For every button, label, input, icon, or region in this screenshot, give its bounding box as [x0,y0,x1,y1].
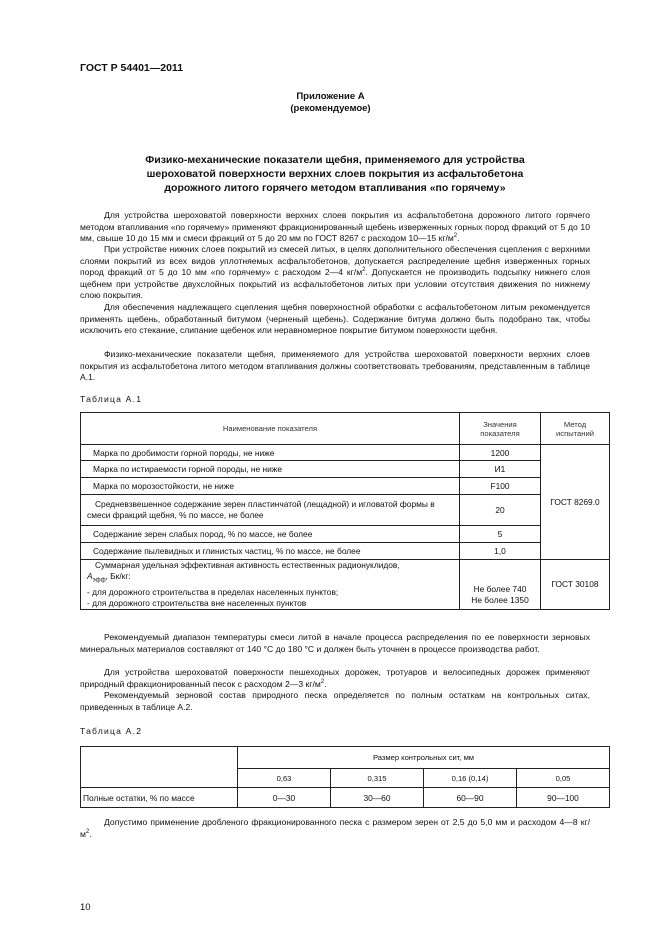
row-value: F100 [460,478,541,495]
paragraph-2: При устройстве нижних слоев покрытий из смесей литых, в целях дополнительного обеспечения сцепления с верхними слоями покрытий из всех видов уплотняемых асфальтобетонов, допускается распределение щебня изверженных горных пород фракций от 5 до 10 мм «по горячему» с расходом 2—4 $кг/м^2$. Допускается не производить подсыпку нижнего слоя щебнем при устройстве двухслойных покрытий из асфальтобетонов литых при условии отсутствия движения по нижнему слою покрытия. [80,244,590,301]
paragraph-1: Для устройства шероховатой поверхности верхних слоев покрытия из асфальтобетона дорожного литого горячего методом втапливания «по горячему» применяют фракционированный щебень изверженных горных пород фракций от 5 до 10 мм, свыше 10 до 15 мм и смеси фракций от 5 до 20 мм по ГОСТ 8267 с расходом 10—15 $кг/м^2$. [80,210,590,244]
row-value: И1 [460,461,541,478]
residue-value: 0—30 [238,788,331,808]
title-line-1: Физико-механические показатели щебня, применяемого для устройства [145,154,525,166]
paragraph-8: Допустимо применение дробленого фракционированного песка с размером зерен от 2,5 до 5,0 мм и расходом 4—8 $кг/м^2$. [80,817,590,839]
row-name: Содержание зерен слабых пород, % по массе, не более [81,526,460,543]
method-gost-8269: ГОСТ 8269.0 [541,445,610,560]
row-label: Полные остатки, % по массе [81,788,238,808]
paragraph-3: Для обеспечения надлежащего сцепления щебня поверхностной обработки с асфальтобетоном литым рекомендуется применять щебень, обработанный битумом (черненый щебень). Содержание битума должно быть подобрано так, чтобы исключить его стекание, слипание щебенок или неравномерное покрытие битумом поверхности щебня. [80,302,590,336]
document-code: ГОСТ Р 54401—2011 [80,62,184,74]
row-name: Содержание пылевидных и глинистых частиц, % по массе, не более [81,543,460,560]
row-value: 1200 [460,445,541,461]
header-name: Наименование показателя [81,413,460,445]
paragraph-7: Рекомендуемый зерновой состав природного песка определяется по полным остаткам на контрольных ситах, приведенных в таблице А.2. [80,690,590,712]
row-name: Средневзвешенное содержание зерен пластинчатой (лещадной) и игловатой формы в смеси фракций щебня, % по массе, не более [81,495,460,526]
row-value: 20 [460,495,541,526]
section-title [80,153,590,195]
row-label-header [81,747,238,788]
residue-value: 30—60 [331,788,424,808]
page-number: 10 [80,902,91,913]
paragraph-6: Для устройства шероховатой поверхности пешеходных дорожек, тротуаров и велосипедных дорожек применяют природный фракционированный песок с расходом 2—3 $кг/м^2$. [80,667,590,689]
residue-value: 60—90 [424,788,517,808]
residue-value: 90—100 [517,788,610,808]
table-1-caption: Таблица А.1 [80,394,143,404]
header-value: Значения показателя [460,413,541,445]
table-2-caption: Таблица А.2 [80,726,143,736]
title-line-3: дорожного литого горячего методом втапливания «по горячему» [164,182,506,194]
paragraph-4: Физико-механические показатели щебня, применяемого для устройства шероховатой поверхности верхних слоев покрытия из асфальтобетона литого методом втапливания должны соответствовать требованиям, представленным в таблице А.1. [80,349,590,383]
row-name: Марка по дробимости горной породы, не ниже [81,445,460,461]
appendix-label: Приложение А [296,91,365,102]
row-name: Марка по истираемости горной породы, не ниже [81,461,460,478]
sieve-size: 0,315 [331,769,424,788]
sieve-size-header: Размер контрольных сит, мм [238,747,610,769]
method-gost-30108: ГОСТ 30108 [541,560,610,610]
row-name: Марка по морозостойкости, не ниже [81,478,460,495]
table-1 [80,412,610,610]
sieve-size: 0,05 [517,769,610,788]
title-line-2: шероховатой поверхности верхних слоев покрытия из асфальтобетона [146,168,524,180]
table-2 [80,746,610,808]
row-value: Не более 740 Не более 1350 [460,560,541,610]
sieve-size: 0,16 (0,14) [424,769,517,788]
header-method: Метод испытаний [541,413,610,445]
row-radionuclides: Суммарная удельная эффективная активность естественных радионуклидов, $А_{эфф}$, Бк/кг: - для дорожного строительства в пределах населенных пунктов; - для дорожного строительства вне населенных пунктов [81,560,460,610]
row-value: 5 [460,526,541,543]
appendix-note: (рекомендуемое) [290,103,371,114]
sieve-size: 0,63 [238,769,331,788]
paragraph-5: Рекомендуемый диапазон температуры смеси литой в начале процесса распределения по ее поверхности зерновых минеральных материалов составляют от 140 °С до 180 °С и должен быть уточнен в процессе производства работ. [80,632,590,654]
row-value: 1,0 [460,543,541,560]
